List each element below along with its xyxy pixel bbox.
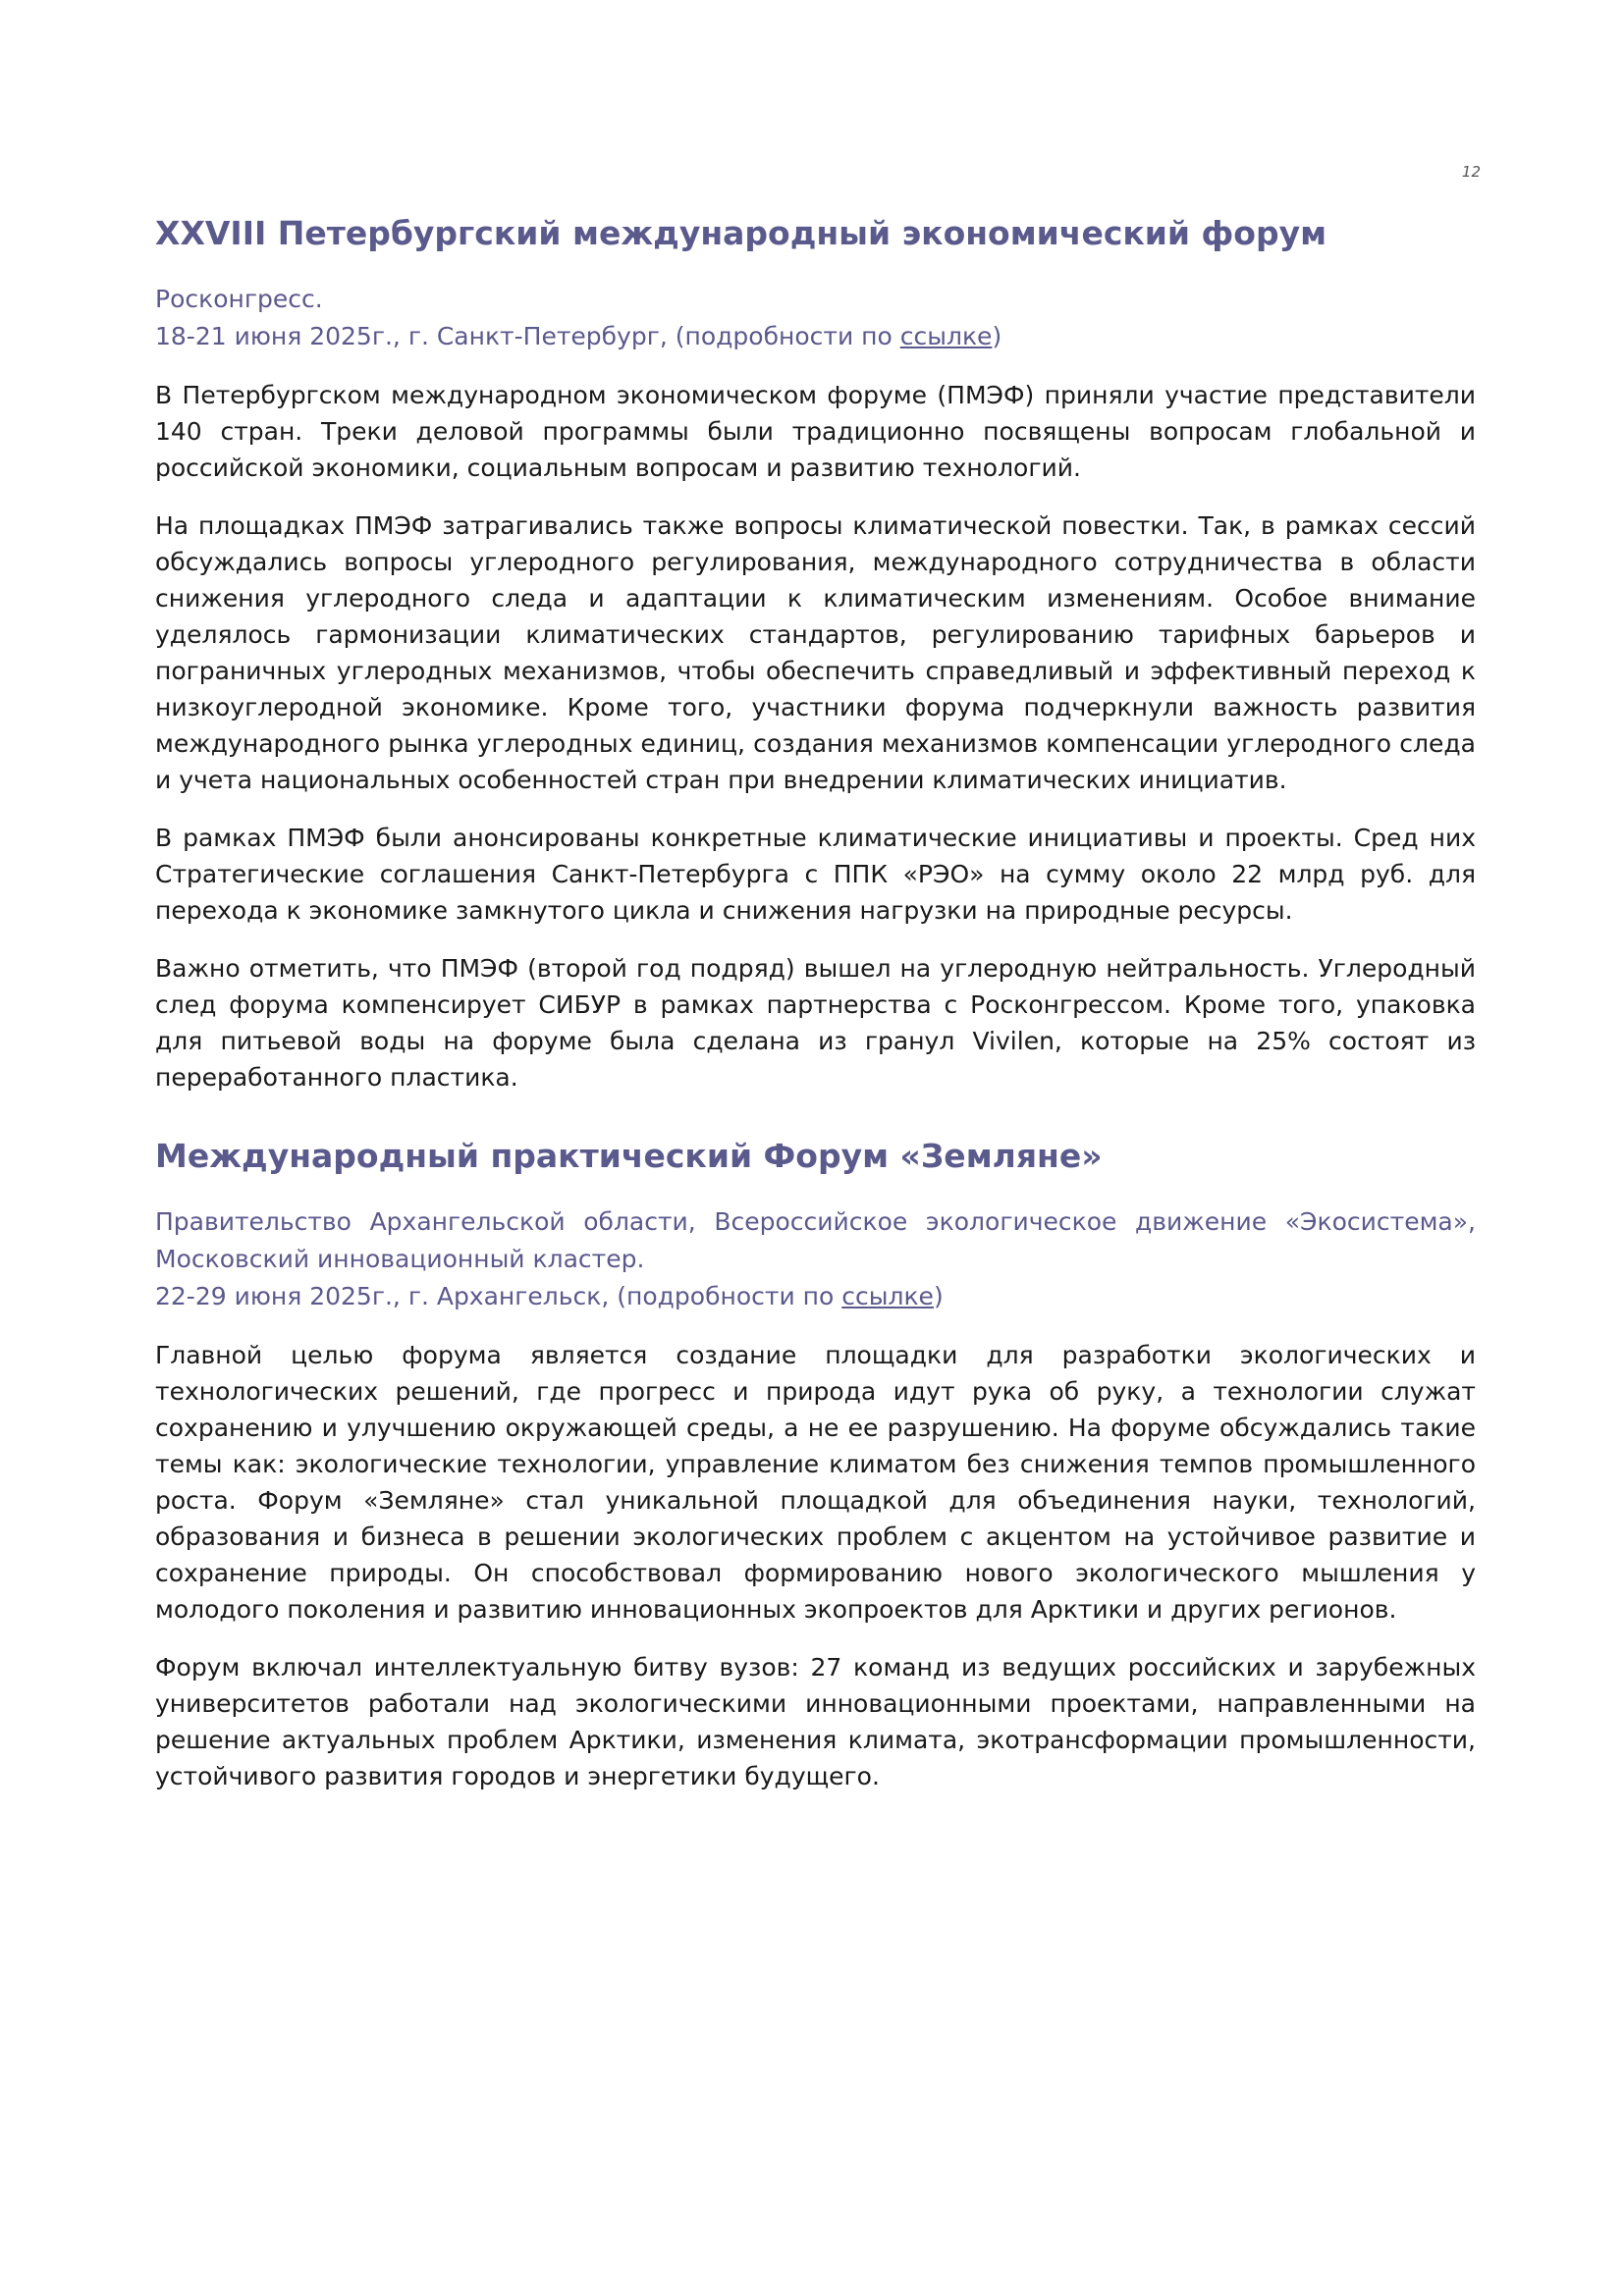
paragraph: В рамках ПМЭФ были анонсированы конкретные климатические инициативы и проекты. Сред них Стратегические соглашения Санкт-Петербурга с ППК «РЭО» на сумму около 22 млрд руб. для перехода к экономике замкнутого цикла и снижения нагрузки на природные ресурсы.	[155, 824, 1476, 925]
event-meta	[155, 1203, 1476, 1315]
section-title: XXVIII Петербургский международный экономический форум	[155, 214, 1327, 252]
section-title: Международный практический Форум «Земляне»	[155, 1137, 1103, 1175]
details-close-paren: )	[992, 322, 1002, 350]
details-link[interactable]: ссылке	[899, 322, 993, 350]
event-organizer: Правительство Архангельской области, Всероссийское экологическое движение «Экосистема», Московский инновационный кластер.	[155, 1207, 1476, 1273]
details-close-paren: )	[933, 1282, 944, 1310]
section-spief	[155, 208, 1476, 1095]
paragraph: В Петербургском международном экономическом форуме (ПМЭФ) приняли участие представители 140 стран. Треки деловой программы были традиционно посвящены вопросам глобальной и российской экономики, социальным вопросам и развитию технологий.	[155, 381, 1476, 482]
section-zemlyane	[155, 1131, 1476, 1794]
event-details	[155, 1278, 1476, 1315]
document-body	[155, 208, 1476, 1830]
event-details	[155, 318, 1476, 355]
event-date-location: 22-29 июня 2025г., г. Архангельск, (подробности по	[155, 1282, 842, 1310]
page-number: 12	[1461, 163, 1481, 181]
paragraph: Важно отметить, что ПМЭФ (второй год подряд) вышел на углеродную нейтральность. Углеродный след форума компенсирует СИБУР в рамках партнерства с Росконгрессом. Кроме того, упаковка для питьевой воды на форуме была сделана из гранул Vivilen, которые на 25% состоят из переработанного пластика.	[155, 954, 1476, 1092]
event-meta	[155, 281, 1476, 355]
event-organizer: Росконгресс.	[155, 285, 323, 313]
event-date-location: 18-21 июня 2025г., г. Санкт-Петербург, (подробности по	[155, 322, 900, 350]
paragraph: Главной целью форума является создание площадки для разработки экологических и технологических решений, где прогресс и природа идут рука об руку, а технологии служат сохранению и улучшению окружающей среды, а не ее разрушению. На форуме обсуждались такие темы как: экологические технологии, управление климатом без снижения темпов промышленного роста. Форум «Земляне» стал уникальной площадкой для объединения науки, технологий, образования и бизнеса в решении экологических проблем с акцентом на устойчивое развитие и сохранение природы. Он способствовал формированию нового экологического мышления у молодого поколения и развитию инновационных экопроектов для Арктики и других регионов.	[155, 1341, 1476, 1624]
details-link[interactable]: ссылке	[841, 1282, 934, 1310]
paragraph: Форум включал интеллектуальную битву вузов: 27 команд из ведущих российских и зарубежных университетов работали над экологическими инновационными проектами, направленными на решение актуальных проблем Арктики, изменения климата, экотрансформации промышленности, устойчивого развития городов и энергетики будущего.	[155, 1653, 1476, 1790]
paragraph: На площадках ПМЭФ затрагивались также вопросы климатической повестки. Так, в рамках сессий обсуждались вопросы углеродного регулирования, международного сотрудничества в области снижения углеродного следа и адаптации к климатическим изменениям. Особое внимание уделялось гармонизации климатических стандартов, регулированию тарифных барьеров и пограничных углеродных механизмов, чтобы обеспечить справедливый и эффективный переход к низкоуглеродной экономике. Кроме того, участники форума подчеркнули важность развития международного рынка углеродных единиц, создания механизмов компенсации углеродного следа и учета национальных особенностей стран при внедрении климатических инициатив.	[155, 511, 1476, 794]
